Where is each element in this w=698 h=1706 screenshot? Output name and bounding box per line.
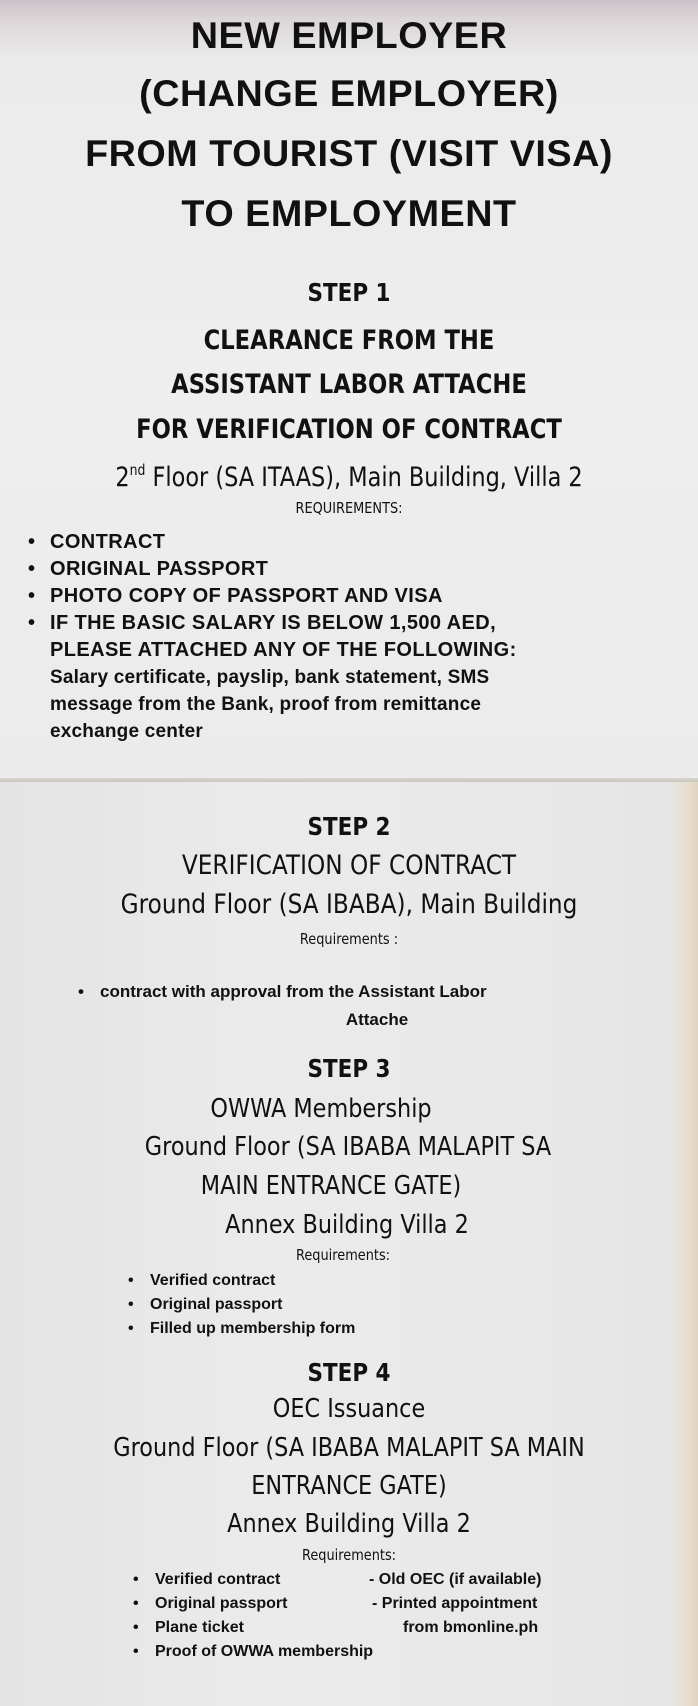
step-3-location-line-3: Annex Building Villa 2 bbox=[225, 1210, 469, 1240]
step-1-requirements-label: REQUIREMENTS: bbox=[295, 499, 403, 517]
step-2-heading: VERIFICATION OF CONTRACT bbox=[181, 850, 517, 881]
step-1-heading-line-3: FOR VERIFICATION OF CONTRACT bbox=[136, 414, 562, 445]
extra-requirement: from bmonline.ph bbox=[403, 1619, 539, 1636]
step-1-heading-line-1: CLEARANCE FROM THE bbox=[203, 325, 495, 356]
step-2-requirements-list bbox=[78, 979, 678, 1004]
title-line-4: TO EMPLOYMENT bbox=[181, 193, 517, 234]
requirement-item: • PHOTO COPY OF PASSPORT AND VISA bbox=[28, 583, 688, 610]
requirement-item: • IF THE BASIC SALARY IS BELOW 1,500 AED, PLEASE ATTACHED ANY OF THE FOLLOWING: Salary certificate, payslip, bank statement, SMS message from the Bank, proof from remittance exchange center bbox=[28, 610, 688, 745]
title-line-3: FROM TOURIST (VISIT VISA) bbox=[85, 133, 613, 174]
step-3-requirements-label: Requirements: bbox=[295, 1246, 391, 1264]
step-4-location-line-1: Ground Floor (SA IBABA MALAPIT SA MAIN bbox=[113, 1433, 585, 1463]
step-4-requirements-label: Requirements: bbox=[301, 1546, 397, 1564]
step-4-label: STEP 4 bbox=[307, 1358, 391, 1387]
step-1-label: STEP 1 bbox=[307, 278, 391, 307]
requirement-item: • contract with approval from the Assistant Labor bbox=[78, 979, 678, 1004]
floor-ordinal: nd bbox=[129, 461, 146, 479]
step-3-requirements-list bbox=[128, 1269, 528, 1341]
step-1-requirements-list bbox=[28, 529, 688, 745]
step-4-location-line-2: ENTRANCE GATE) bbox=[251, 1471, 447, 1501]
step-4-requirements-list bbox=[133, 1568, 393, 1664]
extra-requirement: - Old OEC (if available) bbox=[369, 1571, 542, 1588]
requirement-detail: Salary certificate, payslip, bank statement, SMS bbox=[50, 667, 490, 688]
requirement-item: • Original passport bbox=[128, 1293, 528, 1317]
requirement-item: • Plane ticket bbox=[133, 1616, 393, 1640]
step-3-location-line-1: Ground Floor (SA IBABA MALAPIT SA bbox=[144, 1132, 552, 1162]
title-line-2: (CHANGE EMPLOYER) bbox=[139, 73, 559, 114]
step-3-heading: OWWA Membership bbox=[210, 1094, 432, 1124]
poster-sheet-top bbox=[0, 0, 698, 782]
requirement-item: • ORIGINAL PASSPORT bbox=[28, 556, 688, 583]
title-line-1: NEW EMPLOYER bbox=[190, 15, 508, 56]
step-4-location-line-3: Annex Building Villa 2 bbox=[227, 1509, 471, 1539]
step-2-label: STEP 2 bbox=[307, 812, 391, 841]
requirement-item: • Filled up membership form bbox=[128, 1317, 528, 1341]
step-2-location: Ground Floor (SA IBABA), Main Building bbox=[120, 889, 578, 920]
step-3-label: STEP 3 bbox=[307, 1054, 391, 1083]
requirement-item: • CONTRACT bbox=[28, 529, 688, 556]
floor-description: Floor (SA ITAAS), Main Building, Villa 2 bbox=[145, 462, 583, 493]
requirement-item: • Original passport bbox=[133, 1592, 393, 1616]
step-3-location-line-2: MAIN ENTRANCE GATE) bbox=[200, 1171, 462, 1201]
requirement-item: • Verified contract bbox=[128, 1269, 528, 1293]
extra-requirement: - Printed appointment bbox=[372, 1595, 538, 1612]
requirement-item: • Proof of OWWA membership bbox=[133, 1640, 393, 1664]
step-1-location bbox=[59, 461, 638, 493]
step-4-heading: OEC Issuance bbox=[272, 1394, 426, 1424]
requirement-detail: exchange center bbox=[50, 721, 203, 742]
requirement-detail: message from the Bank, proof from remittance bbox=[50, 694, 482, 715]
requirement-continuation: PLEASE ATTACHED ANY OF THE FOLLOWING: bbox=[50, 639, 517, 661]
step-2-requirements-label: Requirements : bbox=[299, 930, 399, 948]
requirement-continuation: Attache bbox=[345, 1010, 409, 1029]
floor-number: 2 bbox=[115, 462, 130, 493]
requirement-item: • Verified contract bbox=[133, 1568, 393, 1592]
poster-sheet-bottom bbox=[0, 782, 698, 1706]
step-1-heading-line-2: ASSISTANT LABOR ATTACHE bbox=[171, 369, 527, 400]
